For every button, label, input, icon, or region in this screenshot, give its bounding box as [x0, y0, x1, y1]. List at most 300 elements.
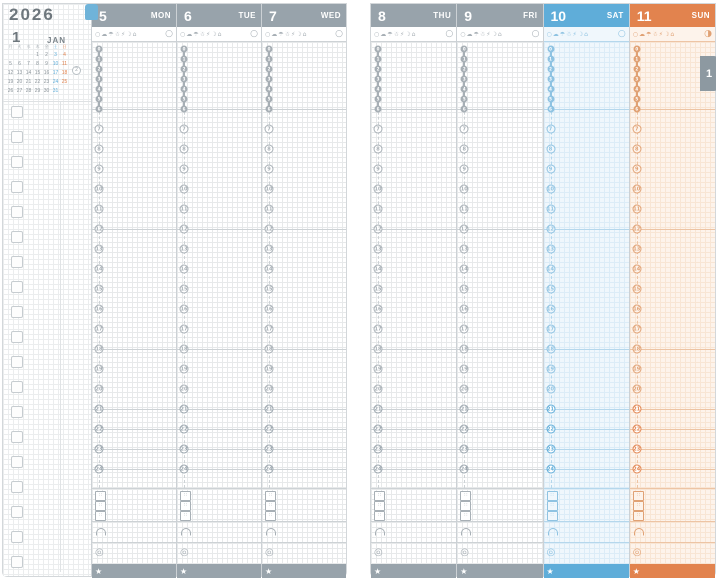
- meals-row[interactable]: [177, 488, 261, 521]
- hour-marker-22: 22: [265, 426, 273, 433]
- crescent-moon-icon[interactable]: ☽: [405, 30, 411, 38]
- day-date: 6: [184, 7, 192, 24]
- star-icon[interactable]: ★: [632, 566, 640, 576]
- hour-marker-10: 10: [547, 186, 554, 193]
- mini-cal-day: [60, 87, 69, 96]
- home-icon[interactable]: ⌂: [302, 30, 307, 38]
- hour-marker-10: 10: [633, 186, 641, 193]
- star-icon[interactable]: ★: [95, 566, 103, 576]
- todo-checkbox[interactable]: [11, 556, 23, 568]
- hour-marker-11: 11: [633, 206, 641, 213]
- crescent-moon-icon[interactable]: ☽: [126, 30, 132, 38]
- medicine-row[interactable]: [92, 521, 176, 542]
- hour-marker-3: 3: [266, 76, 273, 83]
- hour-marker-9: 9: [95, 165, 104, 174]
- mini-cal-day: 17: [52, 70, 59, 76]
- day-header: [262, 4, 346, 27]
- snowman-icon[interactable]: ☃: [479, 30, 486, 38]
- hour-rule: [371, 409, 456, 410]
- hour-rule: [544, 109, 629, 110]
- meal-icon[interactable]: ∷: [460, 511, 471, 521]
- moon-phase-icon: ◑: [704, 29, 712, 39]
- hour-marker-1: 1: [461, 56, 468, 63]
- meal-icon[interactable]: ∷: [633, 501, 644, 511]
- hour-marker-6: 6: [633, 106, 640, 113]
- home-icon[interactable]: ⌂: [411, 30, 416, 38]
- hour-marker-0: 0: [181, 46, 188, 53]
- hour-marker-14: 14: [265, 266, 273, 273]
- thunder-icon[interactable]: ⚡: [658, 30, 663, 38]
- hour-marker-17: 17: [547, 326, 554, 333]
- bookmark-tab[interactable]: [85, 4, 98, 20]
- crescent-moon-icon[interactable]: ☽: [211, 30, 217, 38]
- cloud-icon[interactable]: ☁: [186, 30, 193, 38]
- hour-marker-1: 1: [633, 56, 640, 63]
- medicine-row[interactable]: [544, 521, 629, 542]
- mini-calendar: [6, 42, 78, 96]
- day-name: WED: [320, 11, 341, 20]
- meal-icon[interactable]: ∷: [547, 501, 558, 511]
- todo-checkbox[interactable]: [11, 381, 23, 393]
- cloud-icon[interactable]: ☁: [552, 30, 559, 38]
- pill-icon[interactable]: [181, 528, 191, 536]
- hour-marker-0: 0: [633, 46, 640, 53]
- hour-marker-4: 4: [547, 86, 554, 93]
- meal-icon[interactable]: ∷: [460, 491, 471, 501]
- mini-cal-day: [24, 51, 33, 60]
- hour-rule: [630, 409, 715, 410]
- hour-marker-14: 14: [374, 266, 382, 273]
- day-timeline[interactable]: [262, 42, 346, 488]
- hour-marker-17: 17: [265, 326, 273, 333]
- day-header: [630, 4, 715, 27]
- money-row[interactable]: [371, 542, 456, 564]
- hour-marker-12: 12: [633, 226, 641, 233]
- hour-marker-8: 8: [632, 145, 641, 154]
- hour-rule: [92, 349, 176, 350]
- hour-rule: [457, 349, 542, 350]
- hour-marker-15: 15: [460, 286, 468, 293]
- sun-icon[interactable]: ○: [180, 30, 186, 38]
- medicine-row[interactable]: [177, 521, 261, 542]
- hour-marker-21: 21: [180, 406, 188, 413]
- hour-marker-21: 21: [460, 406, 468, 413]
- mini-cal-day: 14: [25, 70, 32, 76]
- mini-cal-weekday: 木: [35, 44, 40, 49]
- todo-checkbox[interactable]: [11, 431, 23, 443]
- meal-icon[interactable]: ∷: [633, 491, 644, 501]
- hour-rule: [457, 449, 542, 450]
- snowman-icon[interactable]: ☃: [114, 30, 121, 38]
- hour-marker-16: 16: [265, 306, 273, 313]
- cloud-icon[interactable]: ☁: [271, 30, 278, 38]
- meal-icon[interactable]: ∷: [265, 501, 276, 511]
- day-timeline[interactable]: [457, 42, 542, 488]
- meals-row[interactable]: [457, 488, 542, 521]
- thunder-icon[interactable]: ⚡: [121, 30, 126, 38]
- meal-icon[interactable]: ∷: [95, 501, 106, 511]
- snowman-icon[interactable]: ☃: [393, 30, 400, 38]
- moon-phase-icon: ○: [165, 29, 173, 39]
- hour-marker-7: 7: [265, 125, 274, 134]
- hour-marker-3: 3: [375, 76, 382, 83]
- meals-row[interactable]: [92, 488, 176, 521]
- hour-marker-23: 23: [547, 446, 554, 453]
- mini-cal-day: 6: [18, 61, 21, 67]
- hour-rule: [262, 449, 346, 450]
- umbrella-icon[interactable]: ☂: [108, 30, 114, 38]
- money-row[interactable]: [262, 542, 346, 564]
- meal-icon[interactable]: ∷: [547, 491, 558, 501]
- medicine-row[interactable]: [262, 521, 346, 542]
- meals-row[interactable]: [371, 488, 456, 521]
- money-row[interactable]: [92, 542, 176, 564]
- hour-marker-23: 23: [460, 446, 468, 453]
- crescent-moon-icon[interactable]: ☽: [296, 30, 302, 38]
- money-row[interactable]: [544, 542, 629, 564]
- day-timeline[interactable]: [177, 42, 261, 488]
- thunder-icon[interactable]: ⚡: [291, 30, 296, 38]
- snowman-icon[interactable]: ☃: [284, 30, 291, 38]
- home-icon[interactable]: ⌂: [217, 30, 222, 38]
- hour-marker-0: 0: [266, 46, 273, 53]
- hour-marker-8: 8: [265, 145, 274, 154]
- todo-checkbox[interactable]: [11, 256, 23, 268]
- medicine-row[interactable]: [630, 521, 715, 542]
- hour-marker-7: 7: [546, 125, 555, 134]
- todo-checkbox[interactable]: [11, 206, 23, 218]
- day-column-mon: [91, 4, 176, 576]
- coin-icon[interactable]: ◎: [180, 547, 189, 558]
- meal-icon[interactable]: ∷: [265, 511, 276, 521]
- hour-marker-19: 19: [633, 366, 641, 373]
- snowman-icon[interactable]: ☃: [652, 30, 658, 38]
- mini-cal-day: 22: [34, 79, 41, 85]
- thunder-icon[interactable]: ⚡: [206, 30, 211, 38]
- meal-icon[interactable]: ∷: [95, 491, 106, 501]
- star-icon[interactable]: ★: [546, 566, 554, 576]
- hour-marker-20: 20: [547, 386, 554, 393]
- hour-marker-23: 23: [633, 446, 641, 453]
- moon-phase-icon: ○: [531, 29, 540, 39]
- hour-marker-6: 6: [547, 106, 554, 113]
- hour-marker-24: 24: [180, 466, 188, 473]
- day-footer-bar: [544, 564, 629, 578]
- hour-marker-5: 5: [266, 96, 273, 103]
- pill-icon[interactable]: [548, 528, 558, 536]
- pill-icon[interactable]: [461, 528, 471, 536]
- hour-marker-0: 0: [96, 46, 103, 53]
- hour-marker-12: 12: [374, 226, 382, 233]
- sun-icon[interactable]: ○: [546, 30, 552, 38]
- hour-marker-22: 22: [95, 426, 103, 433]
- meal-icon[interactable]: ∷: [460, 501, 471, 511]
- hour-marker-18: 18: [460, 346, 468, 353]
- moon-phase-icon: ○: [250, 29, 258, 39]
- weather-icon-row: [544, 27, 629, 42]
- hour-marker-8: 8: [180, 145, 189, 154]
- pill-icon[interactable]: [634, 528, 644, 536]
- mini-cal-day: 10: [52, 61, 59, 67]
- mini-cal-day: 31: [52, 88, 59, 94]
- star-icon[interactable]: ★: [265, 566, 273, 576]
- meal-icon[interactable]: ∷: [374, 511, 385, 521]
- sun-icon[interactable]: ○: [460, 30, 466, 38]
- todo-checkbox[interactable]: [11, 531, 23, 543]
- hour-rule: [457, 429, 542, 430]
- hour-marker-19: 19: [265, 366, 273, 373]
- hour-marker-11: 11: [180, 206, 188, 213]
- meal-icon[interactable]: ∷: [180, 491, 191, 501]
- coin-icon[interactable]: ◎: [632, 547, 642, 558]
- hour-marker-23: 23: [374, 446, 382, 453]
- moon-phase-icon: ○: [617, 29, 626, 39]
- hour-rule: [457, 469, 542, 470]
- coin-icon[interactable]: ◎: [95, 547, 104, 558]
- hour-marker-15: 15: [265, 286, 273, 293]
- day-timeline[interactable]: [544, 42, 629, 488]
- mini-cal-day: 28: [25, 88, 32, 94]
- meal-icon[interactable]: ∷: [265, 491, 276, 501]
- mini-cal-day: 12: [7, 70, 14, 76]
- meal-icon[interactable]: ∷: [374, 491, 385, 501]
- day-header: [177, 4, 261, 27]
- day-timeline[interactable]: [630, 42, 715, 488]
- hour-marker-4: 4: [96, 86, 103, 93]
- star-icon[interactable]: ★: [374, 566, 382, 576]
- hour-rule: [544, 349, 629, 350]
- todo-checkbox[interactable]: [11, 231, 23, 243]
- hour-marker-2: 2: [96, 66, 103, 73]
- umbrella-icon[interactable]: ☂: [387, 30, 393, 38]
- home-icon[interactable]: ⌂: [670, 30, 675, 38]
- thunder-icon[interactable]: ⚡: [486, 30, 491, 38]
- day-timeline[interactable]: [92, 42, 176, 488]
- mini-cal-day: 5: [9, 61, 12, 67]
- hour-marker-1: 1: [547, 56, 554, 63]
- hour-marker-2: 2: [633, 66, 640, 73]
- todo-checkbox[interactable]: [11, 456, 23, 468]
- hour-marker-4: 4: [461, 86, 468, 93]
- hour-marker-13: 13: [374, 246, 382, 253]
- hour-rule: [177, 349, 261, 350]
- coin-icon[interactable]: ◎: [265, 547, 274, 558]
- hour-marker-8: 8: [460, 145, 469, 154]
- hour-rule: [177, 449, 261, 450]
- hour-marker-12: 12: [265, 226, 273, 233]
- crescent-moon-icon[interactable]: ☽: [577, 30, 584, 38]
- star-icon[interactable]: ★: [460, 566, 468, 576]
- hour-rule: [630, 229, 715, 230]
- todo-checkbox[interactable]: [11, 481, 23, 493]
- day-date: 8: [378, 7, 386, 24]
- hour-marker-18: 18: [95, 346, 103, 353]
- meals-row[interactable]: [262, 488, 346, 521]
- hour-marker-15: 15: [180, 286, 188, 293]
- hour-marker-2: 2: [461, 66, 468, 73]
- hour-rule: [177, 469, 261, 470]
- todo-checkbox[interactable]: [11, 506, 23, 518]
- hour-marker-5: 5: [375, 96, 382, 103]
- hour-rule: [92, 449, 176, 450]
- hour-marker-15: 15: [633, 286, 641, 293]
- sun-icon[interactable]: ○: [95, 30, 101, 38]
- hour-rule: [630, 109, 715, 110]
- hour-marker-12: 12: [180, 226, 188, 233]
- mini-cal-weekday: 金: [44, 44, 49, 49]
- umbrella-icon[interactable]: ☂: [278, 30, 284, 38]
- money-row[interactable]: [177, 542, 261, 564]
- hour-marker-16: 16: [374, 306, 382, 313]
- day-footer-bar: [262, 564, 346, 578]
- meal-icon[interactable]: ∷: [633, 511, 644, 521]
- day-header: [544, 4, 629, 27]
- cloud-icon[interactable]: ☁: [639, 30, 645, 38]
- umbrella-icon[interactable]: ☂: [646, 30, 652, 38]
- cloud-icon[interactable]: ☁: [101, 30, 108, 38]
- meal-icon[interactable]: ∷: [180, 501, 191, 511]
- hour-marker-22: 22: [460, 426, 468, 433]
- crescent-moon-icon[interactable]: ☽: [491, 30, 497, 38]
- day-timeline[interactable]: [371, 42, 456, 488]
- cloud-icon[interactable]: ☁: [466, 30, 473, 38]
- snowman-icon[interactable]: ☃: [199, 30, 206, 38]
- mini-cal-day: 29: [34, 88, 41, 94]
- hour-marker-0: 0: [547, 46, 554, 53]
- thunder-icon[interactable]: ⚡: [400, 30, 405, 38]
- day-column-tue: [176, 4, 261, 576]
- meal-icon[interactable]: ∷: [374, 501, 385, 511]
- hour-marker-0: 0: [375, 46, 382, 53]
- coin-icon[interactable]: ◎: [374, 547, 383, 558]
- pill-icon[interactable]: [96, 528, 106, 536]
- sun-icon[interactable]: ○: [374, 30, 380, 38]
- month-tab[interactable]: 1: [700, 56, 716, 91]
- hour-marker-5: 5: [547, 96, 554, 103]
- hour-marker-20: 20: [95, 386, 103, 393]
- home-icon[interactable]: ⌂: [584, 30, 588, 38]
- hour-rule: [457, 109, 542, 110]
- medicine-row[interactable]: [457, 521, 542, 542]
- money-row[interactable]: [630, 542, 715, 564]
- hour-marker-23: 23: [95, 446, 103, 453]
- star-icon[interactable]: ★: [180, 566, 188, 576]
- thunder-icon[interactable]: ⚡: [572, 30, 577, 38]
- hour-marker-9: 9: [265, 165, 274, 174]
- day-column-fri: [456, 4, 542, 576]
- hour-marker-24: 24: [460, 466, 468, 473]
- todo-checkbox[interactable]: [11, 406, 23, 418]
- hour-marker-10: 10: [95, 186, 103, 193]
- meals-row[interactable]: [544, 488, 629, 521]
- sun-icon[interactable]: ○: [632, 30, 638, 38]
- hour-marker-18: 18: [265, 346, 273, 353]
- hour-marker-22: 22: [633, 426, 641, 433]
- todo-checkbox[interactable]: [11, 106, 23, 118]
- binding-gap: [347, 3, 370, 577]
- mini-cal-weekday: 日: [62, 44, 67, 49]
- meals-row[interactable]: [630, 488, 715, 521]
- hour-rule: [457, 229, 542, 230]
- mini-cal-day: 24: [52, 79, 59, 85]
- day-name: THU: [433, 11, 452, 20]
- hour-marker-24: 24: [374, 466, 382, 473]
- day-header: [92, 4, 176, 27]
- home-icon[interactable]: ⌂: [497, 30, 502, 38]
- hour-rule: [262, 109, 346, 110]
- meal-icon[interactable]: ∷: [95, 511, 106, 521]
- umbrella-icon[interactable]: ☂: [193, 30, 199, 38]
- hour-marker-4: 4: [375, 86, 382, 93]
- day-name: SAT: [606, 11, 624, 20]
- pill-icon[interactable]: [375, 528, 385, 536]
- hour-marker-20: 20: [180, 386, 188, 393]
- hour-marker-13: 13: [180, 246, 188, 253]
- hour-rule: [371, 349, 456, 350]
- todo-checkbox[interactable]: [11, 181, 23, 193]
- hour-rule: [177, 409, 261, 410]
- hour-marker-3: 3: [633, 76, 640, 83]
- medicine-row[interactable]: [371, 521, 456, 542]
- todo-column-rule: [60, 102, 61, 572]
- todo-checkbox[interactable]: [11, 281, 23, 293]
- todo-checkbox[interactable]: [11, 156, 23, 168]
- mini-cal-day: 23: [43, 79, 50, 85]
- crescent-moon-icon[interactable]: ☽: [664, 30, 670, 38]
- hour-marker-9: 9: [180, 165, 189, 174]
- hour-rule: [262, 409, 346, 410]
- umbrella-icon[interactable]: ☂: [473, 30, 479, 38]
- moon-phase-icon: ○: [335, 29, 343, 39]
- hour-marker-12: 12: [95, 226, 103, 233]
- umbrella-icon[interactable]: ☂: [559, 30, 566, 38]
- todo-checkbox[interactable]: [11, 331, 23, 343]
- day-date: 9: [464, 7, 473, 24]
- meal-icon[interactable]: ∷: [547, 511, 558, 521]
- home-icon[interactable]: ⌂: [132, 30, 137, 38]
- snowman-icon[interactable]: ☃: [566, 30, 572, 38]
- hour-rule: [544, 229, 629, 230]
- coin-icon[interactable]: ◎: [546, 547, 556, 558]
- hour-rule: [630, 449, 715, 450]
- money-row[interactable]: [457, 542, 542, 564]
- pill-icon[interactable]: [266, 528, 276, 536]
- month-number-label: 1: [12, 29, 21, 46]
- hour-marker-23: 23: [265, 446, 273, 453]
- sun-icon[interactable]: ○: [265, 30, 271, 38]
- hour-marker-14: 14: [547, 266, 554, 273]
- meal-icon[interactable]: ∷: [180, 511, 191, 521]
- hour-marker-20: 20: [374, 386, 382, 393]
- mini-cal-day: 21: [25, 79, 32, 85]
- hour-marker-4: 4: [633, 86, 640, 93]
- hour-marker-8: 8: [95, 145, 104, 154]
- day-column-sat: [543, 4, 629, 576]
- hour-marker-21: 21: [374, 406, 382, 413]
- hour-marker-8: 8: [374, 145, 383, 154]
- todo-checkbox[interactable]: [11, 306, 23, 318]
- hour-marker-17: 17: [95, 326, 103, 333]
- todo-checkbox[interactable]: [11, 356, 23, 368]
- hour-marker-9: 9: [632, 165, 641, 174]
- coin-icon[interactable]: ◎: [460, 547, 469, 558]
- hour-marker-1: 1: [181, 56, 188, 63]
- cloud-icon[interactable]: ☁: [380, 30, 387, 38]
- hour-marker-6: 6: [375, 106, 382, 113]
- todo-checkbox[interactable]: [11, 131, 23, 143]
- hour-marker-19: 19: [95, 366, 103, 373]
- hour-rule: [92, 429, 176, 430]
